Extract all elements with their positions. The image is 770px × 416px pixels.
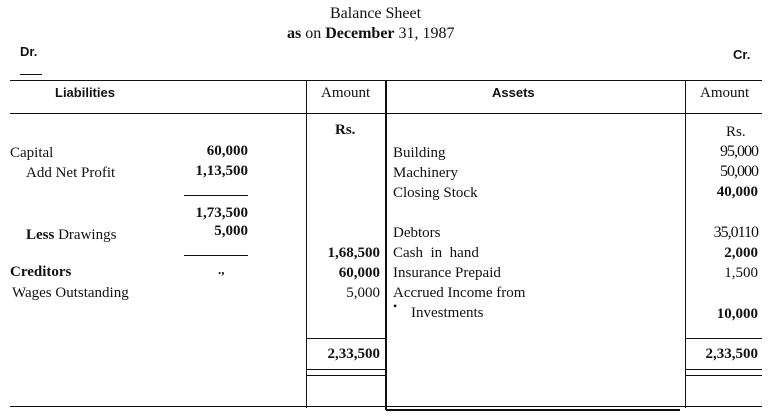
total-left-double-rule xyxy=(306,375,386,376)
date-rest: 31, 1987 xyxy=(398,25,455,42)
asset-label: Debtors xyxy=(393,225,441,241)
add-net-profit-value: 1,13,500 xyxy=(195,163,248,179)
asset-label: Accrued Income from xyxy=(393,285,526,301)
currency-right: Rs. xyxy=(726,124,746,140)
assets-bottom-rule xyxy=(386,409,680,411)
total-right: 2,33,500 xyxy=(705,346,758,362)
capital-label: Capital xyxy=(10,145,54,161)
date-as: as xyxy=(287,25,302,42)
asset-label: Insurance Prepaid xyxy=(393,265,501,281)
dr-underline xyxy=(20,74,42,75)
add-net-profit-label: Add Net Profit xyxy=(26,165,116,181)
total-left: 2,33,500 xyxy=(327,346,380,362)
sheet-title: Balance Sheet xyxy=(330,5,422,22)
col-divider-2 xyxy=(385,80,387,410)
total-left-top-rule xyxy=(306,338,386,339)
total-right-bottom-rule xyxy=(685,369,762,370)
capital-value: 60,000 xyxy=(206,143,248,159)
table-bottom-rule xyxy=(10,406,762,407)
date-on: on xyxy=(305,25,322,42)
header-amount-right: Amount xyxy=(700,85,750,101)
subtotal-value: 1,73,500 xyxy=(195,205,248,221)
date-month: December xyxy=(325,25,395,42)
header-amount-left: Amount xyxy=(321,85,371,101)
currency-left: Rs. xyxy=(335,122,356,138)
subtotal-rule xyxy=(184,195,248,196)
capital-net-amount: 1,68,500 xyxy=(327,245,380,261)
header-liabilities: Liabilities xyxy=(55,85,115,100)
asset-value: 10,000 xyxy=(716,306,758,322)
creditors-label: Creditors xyxy=(10,264,72,280)
less-word: Less xyxy=(26,227,55,243)
asset-value: 1,500 xyxy=(724,265,758,281)
drawings-value: 5,000 xyxy=(214,223,248,239)
asset-label: Machinery xyxy=(393,165,458,181)
creditors-mark: ., xyxy=(218,262,225,277)
sheet-date xyxy=(287,26,455,42)
drawings-word: Drawings xyxy=(58,227,117,243)
total-right-double-rule xyxy=(685,375,762,376)
creditors-amount: 60,000 xyxy=(338,265,380,281)
wages-amount: 5,000 xyxy=(346,285,380,301)
credit-label: Cr. xyxy=(733,47,751,62)
wages-label: Wages Outstanding xyxy=(12,285,129,301)
asset-value: 35,0110 xyxy=(713,224,758,241)
drawings-rule xyxy=(184,255,248,256)
asset-label: Investments xyxy=(411,305,484,321)
total-left-bottom-rule xyxy=(306,369,386,370)
header-assets: Assets xyxy=(492,85,535,100)
bullet-mark: • xyxy=(393,299,398,313)
asset-value: 40,000 xyxy=(716,184,758,200)
total-right-top-rule xyxy=(685,338,762,339)
asset-value: 2,000 xyxy=(724,245,758,261)
asset-label: Building xyxy=(393,145,446,161)
debit-label: Dr. xyxy=(20,44,38,59)
asset-label: Closing Stock xyxy=(393,185,478,201)
asset-label: Cash in hand xyxy=(393,245,479,261)
less-drawings-label xyxy=(26,228,116,243)
asset-value: 50,000 xyxy=(720,163,758,180)
asset-value: 95,000 xyxy=(720,143,758,160)
